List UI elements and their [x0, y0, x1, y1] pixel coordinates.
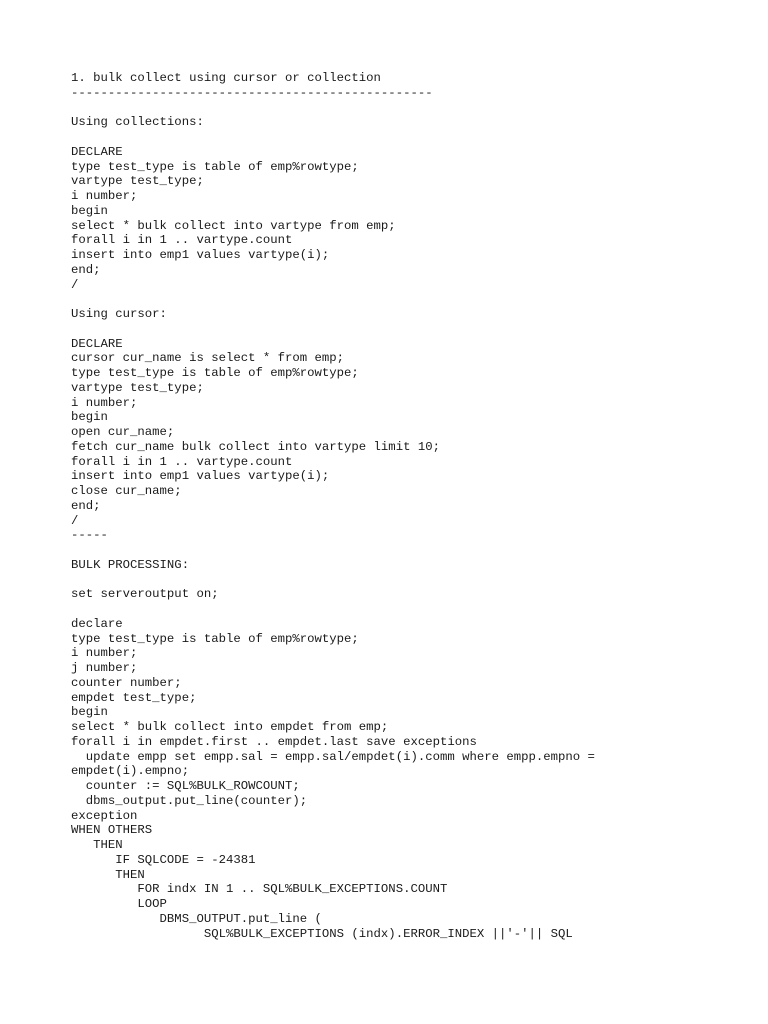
code-line: exception	[71, 808, 138, 823]
code-line: empdet(i).empno;	[71, 764, 190, 779]
code-line: forall i in 1 .. vartype.count	[71, 454, 293, 469]
code-line: i number;	[71, 189, 138, 203]
code-line: -----	[71, 528, 108, 543]
code-line: DECLARE	[71, 336, 123, 351]
code-line	[71, 322, 595, 337]
code-line: empdet test_type;	[71, 690, 197, 705]
code-line: SQL%BULK_EXCEPTIONS (indx).ERROR_INDEX ||'-'|| SQL	[71, 926, 573, 941]
code-line: counter number;	[71, 675, 182, 690]
code-line: forall i in 1 .. vartype.count	[71, 233, 293, 248]
code-line: close cur_name;	[71, 484, 182, 498]
code-line: insert into emp1 values vartype(i);	[71, 248, 330, 262]
code-line: Using cursor:	[71, 307, 167, 321]
code-line: set serveroutput on;	[71, 587, 219, 602]
code-line: /	[71, 513, 79, 528]
code-listing	[71, 71, 595, 941]
code-line: /	[71, 277, 79, 292]
code-line	[71, 101, 595, 116]
code-line: type test_type is table of emp%rowtype;	[71, 159, 359, 174]
code-line: -------------------------------------------------	[71, 85, 433, 100]
code-line: select * bulk collect into vartype from emp;	[71, 218, 396, 233]
code-line: declare	[71, 616, 123, 631]
code-line: update empp set empp.sal = empp.sal/empdet(i).comm where empp.empno =	[71, 749, 595, 764]
code-line: forall i in empdet.first .. empdet.last save exceptions	[71, 734, 477, 749]
code-line: i number;	[71, 646, 138, 661]
code-line: j number;	[71, 661, 138, 675]
code-line: THEN	[71, 867, 145, 882]
code-line	[71, 602, 595, 617]
code-line: end;	[71, 262, 101, 277]
code-line: begin	[71, 410, 108, 425]
code-line: THEN	[71, 838, 123, 852]
code-line: begin	[71, 705, 108, 720]
code-line: cursor cur_name is select * from emp;	[71, 351, 345, 366]
code-line: Using collections:	[71, 115, 204, 130]
code-line: DECLARE	[71, 144, 123, 159]
code-line: FOR indx IN 1 .. SQL%BULK_EXCEPTIONS.COUNT	[71, 882, 448, 897]
code-line: select * bulk collect into empdet from emp;	[71, 720, 389, 734]
code-line: WHEN OTHERS	[71, 823, 153, 838]
code-line: open cur_name;	[71, 425, 175, 439]
code-line: type test_type is table of emp%rowtype;	[71, 631, 359, 646]
code-line: BULK PROCESSING:	[71, 557, 190, 572]
code-line	[71, 130, 595, 145]
code-line: 1. bulk collect using cursor or collection	[71, 71, 381, 85]
code-line: insert into emp1 values vartype(i);	[71, 469, 330, 484]
code-line	[71, 292, 595, 307]
code-line: DBMS_OUTPUT.put_line (	[71, 911, 322, 926]
code-line: type test_type is table of emp%rowtype;	[71, 366, 359, 380]
code-line: begin	[71, 203, 108, 218]
code-line	[71, 543, 595, 558]
code-line: vartype test_type;	[71, 380, 204, 395]
code-line	[71, 573, 595, 588]
code-line: i number;	[71, 395, 138, 410]
code-line: end;	[71, 498, 101, 513]
code-line: counter := SQL%BULK_ROWCOUNT;	[71, 779, 300, 793]
code-line: LOOP	[71, 897, 167, 911]
code-line: dbms_output.put_line(counter);	[71, 793, 308, 808]
code-line: IF SQLCODE = -24381	[71, 852, 256, 867]
code-line: fetch cur_name bulk collect into vartype limit 10;	[71, 439, 440, 454]
code-line: vartype test_type;	[71, 174, 204, 189]
